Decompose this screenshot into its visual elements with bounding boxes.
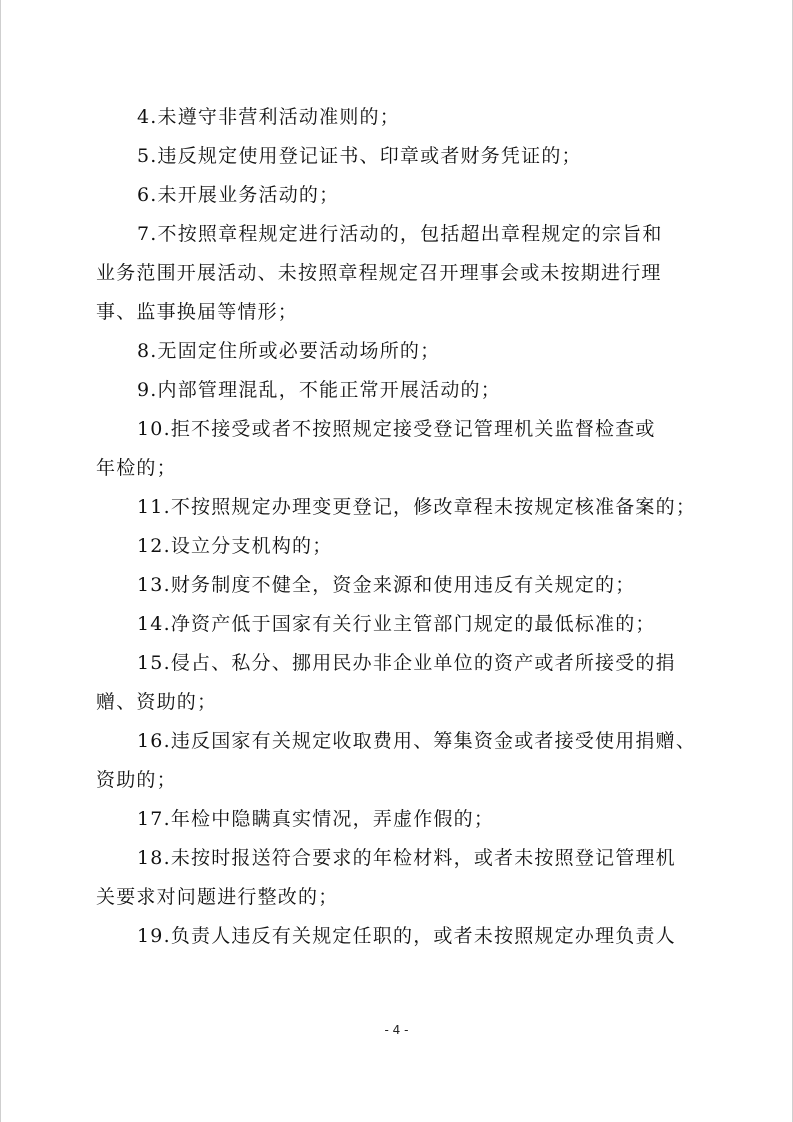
list-item-line: 12.设立分支机构的；	[137, 535, 333, 557]
list-item-line: 关要求对问题进行整改的；	[96, 886, 339, 908]
list-item-line: 10.拒不接受或者不按照规定接受登记管理机关监督检查或	[137, 418, 656, 440]
list-item-line: 9.内部管理混乱，不能正常开展活动的；	[137, 379, 501, 401]
list-item-line: 6.未开展业务活动的；	[137, 184, 340, 206]
page-border-left	[0, 0, 1, 1122]
list-item	[96, 215, 716, 332]
list-item-line: 11.不按照规定办理变更登记，修改章程未按规定核准备案的；	[137, 496, 697, 518]
list-item	[96, 566, 716, 605]
document-body	[96, 98, 716, 956]
list-item-line: 业务范围开展活动、未按照章程规定召开理事会或未按期进行理	[96, 262, 662, 284]
list-item-line: 8.无固定住所或必要活动场所的；	[137, 340, 441, 362]
list-item-line: 赠、资助的；	[96, 691, 218, 713]
list-item-line: 7.不按照章程规定进行活动的，包括超出章程规定的宗旨和	[137, 223, 663, 245]
list-item-line: 19.负责人违反有关规定任职的，或者未按照规定办理负责人	[137, 925, 676, 947]
list-item-line: 17.年检中隐瞒真实情况，弄虚作假的；	[137, 808, 495, 830]
list-item	[96, 137, 716, 176]
page-number: - 4 -	[384, 1023, 409, 1037]
list-item	[96, 605, 716, 644]
list-item	[96, 800, 716, 839]
list-item-line: 13.财务制度不健全，资金来源和使用违反有关规定的；	[137, 574, 636, 596]
list-item	[96, 371, 716, 410]
list-item	[96, 839, 716, 917]
list-item-line: 16.违反国家有关规定收取费用、筹集资金或者接受使用捐赠、	[137, 730, 697, 752]
list-item	[96, 644, 716, 722]
list-item-line: 年检的；	[96, 457, 177, 479]
list-item	[96, 488, 716, 527]
list-item	[96, 332, 716, 371]
list-item-line: 5.违反规定使用登记证书、印章或者财务凭证的；	[137, 145, 582, 167]
list-item-line: 15.侵占、私分、挪用民办非企业单位的资产或者所接受的捐	[137, 652, 676, 674]
list-item-line: 资助的；	[96, 769, 177, 791]
list-item-line: 4.未遵守非营利活动准则的；	[137, 106, 400, 128]
list-item	[96, 98, 716, 137]
list-item-line: 事、监事换届等情形；	[96, 301, 299, 323]
list-item	[96, 917, 716, 956]
list-item	[96, 410, 716, 488]
list-item	[96, 176, 716, 215]
list-item-line: 18.未按时报送符合要求的年检材料，或者未按照登记管理机	[137, 847, 676, 869]
list-item	[96, 722, 716, 800]
list-item-line: 14.净资产低于国家有关行业主管部门规定的最低标准的；	[137, 613, 656, 635]
list-item	[96, 527, 716, 566]
